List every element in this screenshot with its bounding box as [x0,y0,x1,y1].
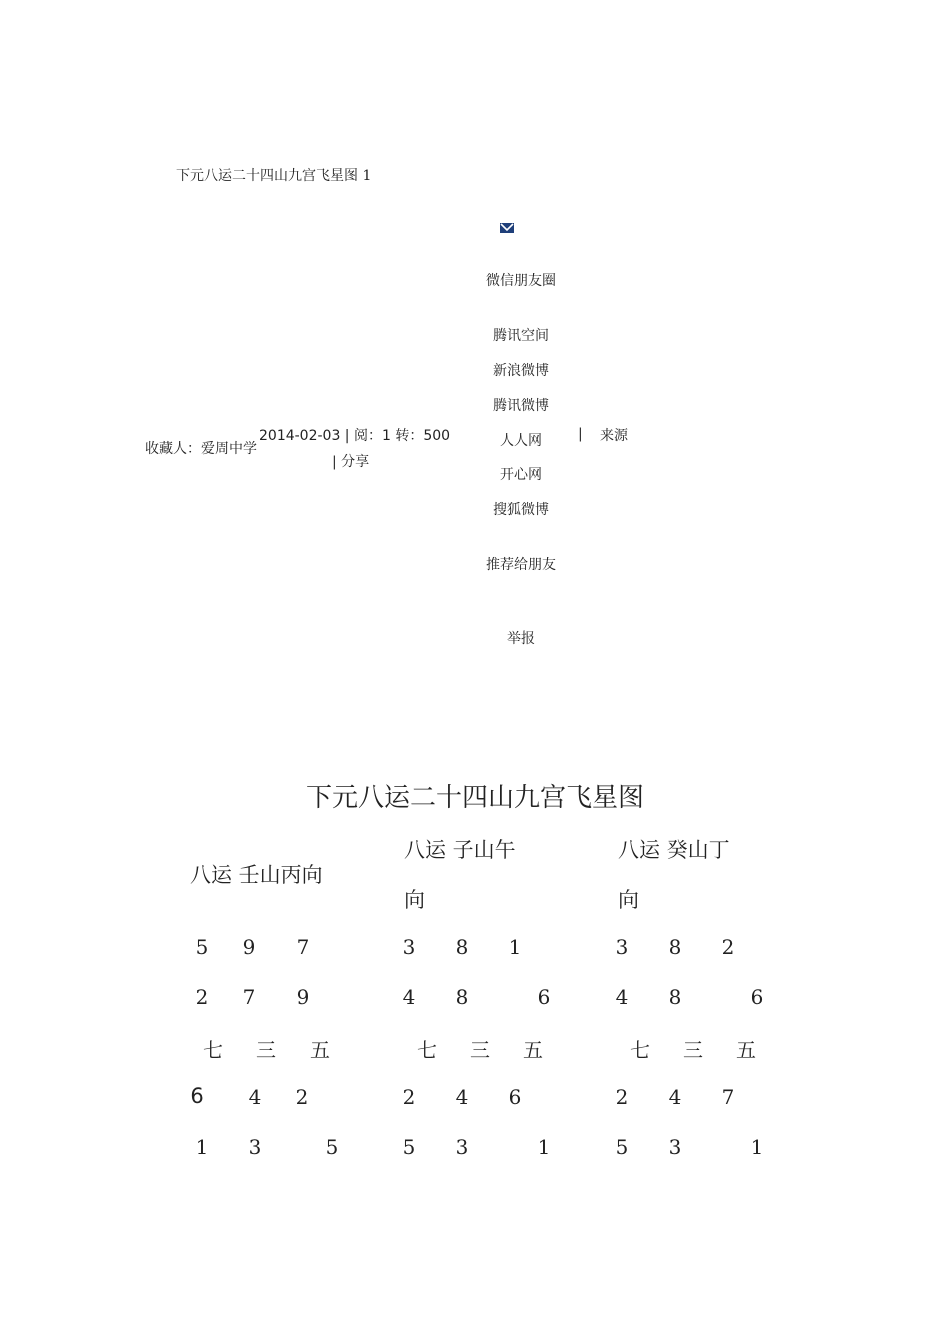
page-title: 下元八运二十四山九宫飞星图 1 [176,168,372,184]
post-stats: 2014-02-03 | 阅：1 转：500 [259,428,451,444]
chart-2-cell: 2 [402,1085,416,1109]
share-item-renren[interactable]: 人人网 [500,433,542,449]
chart-2-cell: 5 [402,1135,416,1159]
chart-3-cell: 5 [615,1135,629,1159]
source-separator: | [578,426,583,442]
chart-3-cell: 3 [615,935,629,959]
source-link[interactable]: 来源 [600,428,628,444]
chart-2-cell: 6 [537,985,551,1009]
chart-3-heading: 八运 癸山丁 [618,838,730,862]
chart-2-heading: 八运 子山午 [404,838,516,862]
chart-1-cell: 5 [325,1135,339,1159]
chart-3-cell: 七 [630,1038,650,1062]
chart-2-cell: 6 [508,1085,522,1109]
chart-3-cell: 8 [668,985,682,1009]
share-item-sina-weibo[interactable]: 新浪微博 [493,363,549,379]
chart-2-cell: 三 [470,1038,490,1062]
chart-1-cell: 9 [296,985,310,1009]
chart-1-cell: 4 [248,1085,262,1109]
collector-label: 收藏人：爱周中学 [145,441,257,457]
chart-2-cell: 3 [402,935,416,959]
chart-1-heading: 八运 壬山丙向 [190,863,323,887]
document-title: 下元八运二十四山九宫飞星图 [305,783,644,813]
chart-1-cell: 7 [296,935,310,959]
share-item-sohu-weibo[interactable]: 搜狐微博 [493,502,549,518]
chart-3-cell: 4 [615,985,629,1009]
chart-1-cell: 2 [295,1085,309,1109]
share-dropdown-icon[interactable] [500,223,514,233]
share-item-tencent-weibo[interactable]: 腾讯微博 [493,398,549,414]
chart-1-cell: 3 [248,1135,262,1159]
chart-1-cell: 6 [190,1084,204,1108]
chart-1-cell: 五 [310,1038,330,1062]
chart-1-cell: 7 [242,985,256,1009]
chart-2-cell: 五 [523,1038,543,1062]
chart-3-cell: 7 [721,1085,735,1109]
chart-1-cell: 2 [195,985,209,1009]
chart-3-cell: 五 [736,1038,756,1062]
report-link[interactable]: 举报 [507,631,535,647]
chart-3-cell: 2 [721,935,735,959]
chart-2-cell: 1 [537,1135,551,1159]
chart-1-cell: 1 [195,1135,209,1159]
chart-2-cell: 4 [455,1085,469,1109]
chart-1-cell: 七 [203,1038,223,1062]
chart-3-cell: 1 [750,1135,764,1159]
chart-2-cell: 8 [455,985,469,1009]
chart-3-cell: 2 [615,1085,629,1109]
chart-1-cell: 三 [256,1038,276,1062]
share-item-recommend[interactable]: 推荐给朋友 [486,557,556,573]
chart-3-cell: 8 [668,935,682,959]
chart-3-heading-cont: 向 [618,888,639,912]
chart-1-cell: 9 [242,935,256,959]
chart-2-cell: 1 [508,935,522,959]
share-item-wechat-moments[interactable]: 微信朋友圈 [486,273,556,289]
chart-2-cell: 七 [417,1038,437,1062]
chart-2-heading-cont: 向 [404,888,425,912]
chart-2-cell: 3 [455,1135,469,1159]
chart-3-cell: 三 [683,1038,703,1062]
share-item-kaixin[interactable]: 开心网 [500,467,542,483]
chart-2-cell: 4 [402,985,416,1009]
chart-3-cell: 3 [668,1135,682,1159]
chart-2-cell: 8 [455,935,469,959]
chart-3-cell: 4 [668,1085,682,1109]
share-link[interactable]: | 分享 [332,454,370,470]
chart-1-cell: 5 [195,935,209,959]
chart-3-cell: 6 [750,985,764,1009]
share-item-qzone[interactable]: 腾讯空间 [493,328,549,344]
